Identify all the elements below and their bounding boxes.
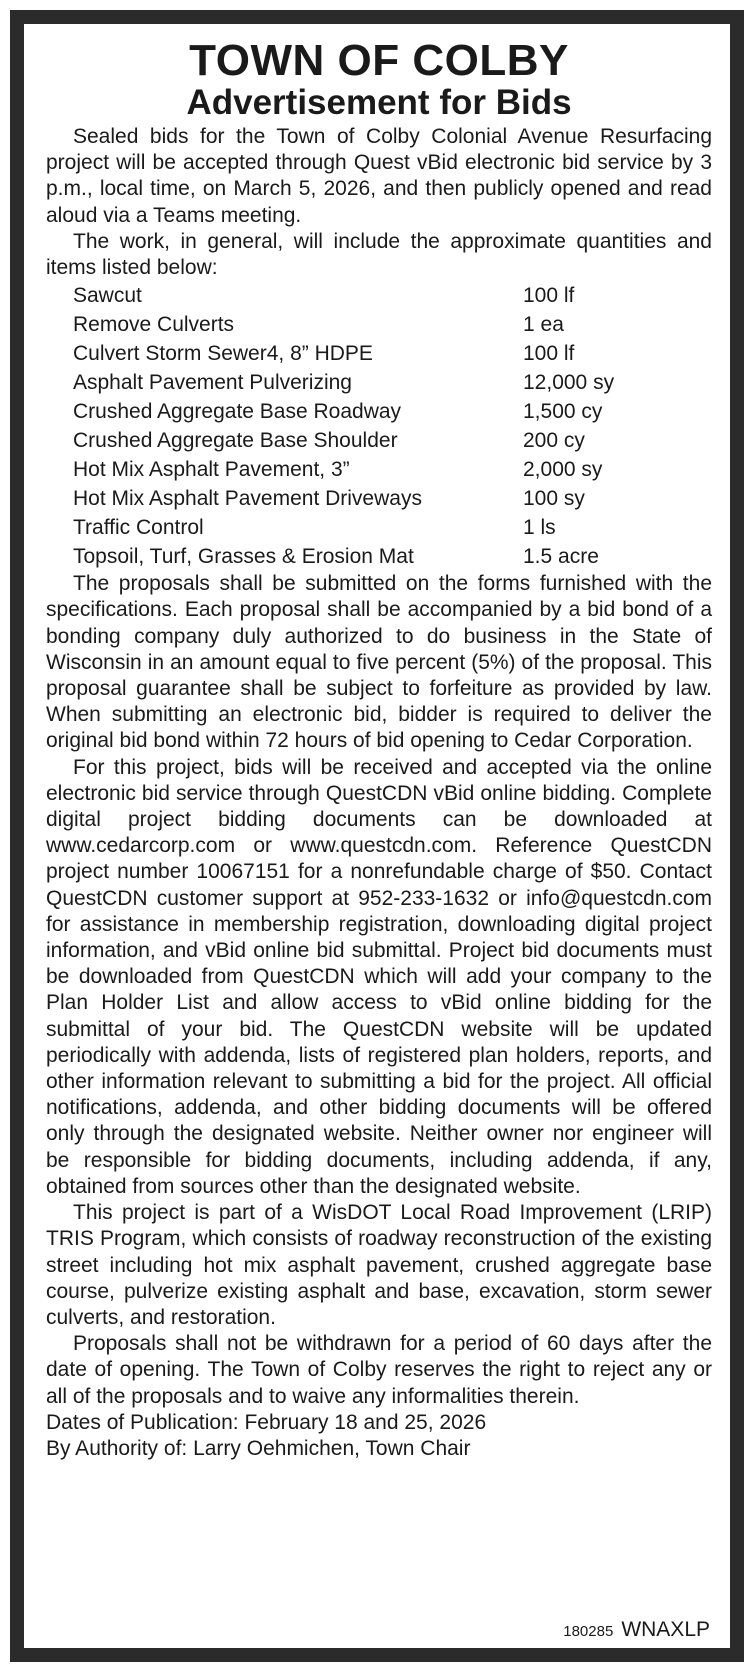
item-name: Hot Mix Asphalt Pavement Driveways	[73, 487, 422, 511]
notice-panel	[24, 24, 730, 1648]
item-quantity: 1,500 cy	[523, 400, 603, 424]
intro-paragraph: Sealed bids for the Town of Colby Colonial Avenue Resurfacing project will be accepted through Quest vBid electronic bid service by 3 p.m., local time, on March 5, 2026, and then publicly opened and read aloud via a Teams meeting.	[46, 125, 712, 227]
notice-title: TOWN OF COLBY	[189, 36, 569, 85]
item-name: Topsoil, Turf, Grasses & Erosion Mat	[73, 545, 414, 569]
list-item	[73, 513, 712, 542]
list-item	[73, 455, 712, 484]
publication-dates: Dates of Publication: February 18 and 25, 2026	[46, 1410, 487, 1434]
item-name: Remove Culverts	[73, 313, 235, 337]
notice-content	[46, 38, 712, 1462]
item-quantity: 1 ea	[523, 313, 564, 337]
list-item	[73, 397, 712, 426]
authority-line: By Authority of: Larry Oehmichen, Town Chair	[46, 1436, 471, 1460]
item-name: Sawcut	[73, 284, 142, 308]
work-intro-paragraph: The work, in general, will include the approximate quantities and items listed below:	[46, 229, 712, 280]
item-quantity: 100 lf	[523, 284, 575, 308]
item-quantity: 1.5 acre	[523, 545, 599, 569]
list-item	[73, 368, 712, 397]
item-name: Asphalt Pavement Pulverizing	[73, 371, 352, 395]
bid-items-list	[73, 281, 712, 571]
item-name: Traffic Control	[73, 516, 204, 540]
item-name: Crushed Aggregate Base Shoulder	[73, 429, 398, 453]
notice-subtitle: Advertisement for Bids	[186, 83, 572, 122]
questcdn-paragraph: For this project, bids will be received and accepted via the online electronic bid service through QuestCDN vBid online bidding. Complete digital project bidding documents can be downloaded at www.cedarcorp.com or www.questcdn.com. Reference QuestCDN project number 10067151 for a nonrefundable charge of $50. Contact QuestCDN customer support at 952-233-1632 or info@questcdn.com for assistance in membership registration, downloading digital project information, and vBid online bid submittal. Project bid documents must be downloaded from QuestCDN which will add your company to the Plan Holder List and allow access to vBid online bidding for the submittal of your bid. The QuestCDN website will be updated periodically with addenda, lists of registered plan holders, reports, and other information relevant to submitting a bid for the project. All official notifications, addenda, and other bidding documents will be offered only through the designated website. Neither owner nor engineer will be responsible for bidding documents, including addenda, if any, obtained from sources other than the designated website.	[46, 755, 712, 1198]
wisdot-paragraph: This project is part of a WisDOT Local Road Improvement (LRIP) TRIS Program, which consists of roadway reconstruction of the existing street including hot mix asphalt pavement, crushed aggregate base course, pulverize existing asphalt and base, excavation, storm sewer culverts, and restoration.	[46, 1201, 712, 1329]
item-name: Hot Mix Asphalt Pavement, 3”	[73, 458, 350, 482]
item-quantity: 100 lf	[523, 342, 575, 366]
ad-number: 180285	[563, 1623, 614, 1640]
item-quantity: 1 ls	[523, 516, 556, 540]
item-quantity: 2,000 sy	[523, 458, 603, 482]
item-name: Crushed Aggregate Base Roadway	[73, 400, 402, 424]
list-item	[73, 310, 712, 339]
item-name: Culvert Storm Sewer4, 8” HDPE	[73, 342, 373, 366]
list-item	[73, 484, 712, 513]
list-item	[73, 542, 712, 571]
list-item	[73, 339, 712, 368]
item-quantity: 100 sy	[523, 487, 585, 511]
ad-publisher-code: WNAXLP	[621, 1618, 710, 1641]
list-item	[73, 281, 712, 310]
ad-code	[563, 1618, 710, 1642]
notice-border	[10, 10, 744, 1662]
item-quantity: 12,000 sy	[523, 371, 615, 395]
withdrawal-paragraph: Proposals shall not be withdrawn for a period of 60 days after the date of opening. The Town of Colby reserves the right to reject any or all of the proposals and to waive any informalities therein.	[46, 1332, 712, 1408]
item-quantity: 200 cy	[523, 429, 585, 453]
list-item	[73, 426, 712, 455]
proposals-paragraph: The proposals shall be submitted on the forms furnished with the specifications. Each proposal shall be accompanied by a bid bond of a bonding company duly authorized to do business in the State of Wisconsin in an amount equal to five percent (5%) of the proposal. This proposal guarantee shall be subject to forfeiture as provided by law. When submitting an electronic bid, bidder is required to deliver the original bid bond within 72 hours of bid opening to Cedar Corporation.	[46, 572, 712, 753]
